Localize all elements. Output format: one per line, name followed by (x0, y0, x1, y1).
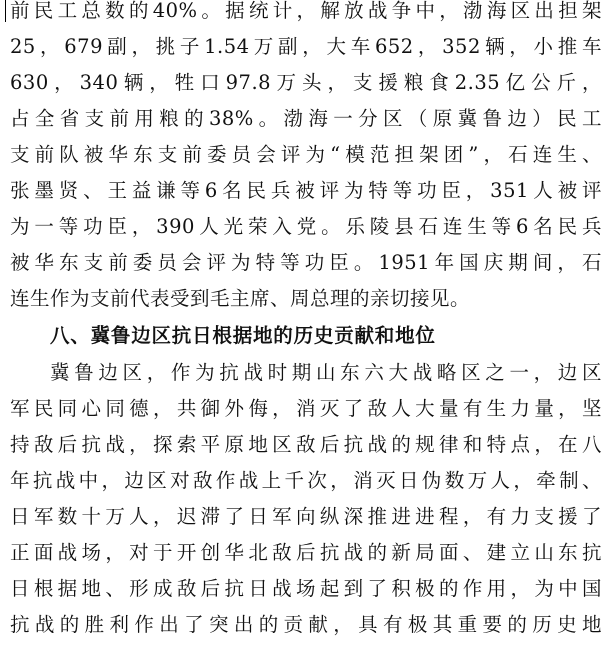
paragraph-line: 支前队被华东支前委员会评为“模范担架团”，石连生、 (10, 143, 602, 166)
paragraph-line: 630，340辆，牲口97.8万头，支援粮食2.35亿公斤， (10, 71, 602, 94)
section-line: 日根据地、形成敌后抗日战场起到了积极的作用，为中国 (10, 577, 602, 600)
text-cursor (5, 0, 6, 22)
paragraph-line: 占全省支前用粮的38%。渤海一分区（原冀鲁边）民工 (10, 107, 602, 130)
paragraph-line: 张墨贤、王益谦等6名民兵被评为特等功臣，351人被评 (10, 179, 602, 202)
paragraph-line: 前民工总数的40%。据统计，解放战争中，渤海区出担架 (10, 0, 602, 22)
section-line: 持敌后抗战，探索平原地区敌后抗战的规律和特点，在八 (10, 433, 602, 456)
section-line: 日军数十万人，迟滞了日军向纵深推进进程，有力支援了 (10, 505, 602, 528)
paragraph-line: 25，679副，挑子1.54万副，大车652，352辆，小推车 (10, 35, 602, 58)
paragraph-line: 连生作为支前代表受到毛主席、周总理的亲切接见。 (10, 287, 471, 310)
paragraph-line: 为一等功臣，390人光荣入党。乐陵县石连生等6名民兵 (10, 215, 602, 238)
section-line: 正面战场，对于开创华北敌后抗战的新局面、建立山东抗 (10, 541, 602, 564)
section-line: 军民同心同德，共御外侮，消灭了敌人大量有生力量，坚 (10, 397, 602, 420)
section-line: 抗战的胜利作出了突出的贡献，具有极其重要的历史地 (10, 613, 602, 636)
section-line: 年抗战中，边区对敌作战上千次，消灭日伪数万人，牵制、 (10, 469, 602, 492)
section-heading: 八、冀鲁边区抗日根据地的历史贡献和地位 (50, 324, 436, 347)
section-line: 冀鲁边区，作为抗战时期山东六大战略区之一，边区 (50, 361, 602, 384)
paragraph-line: 被华东支前委员会评为特等功臣。1951年国庆期间，石 (10, 251, 602, 274)
